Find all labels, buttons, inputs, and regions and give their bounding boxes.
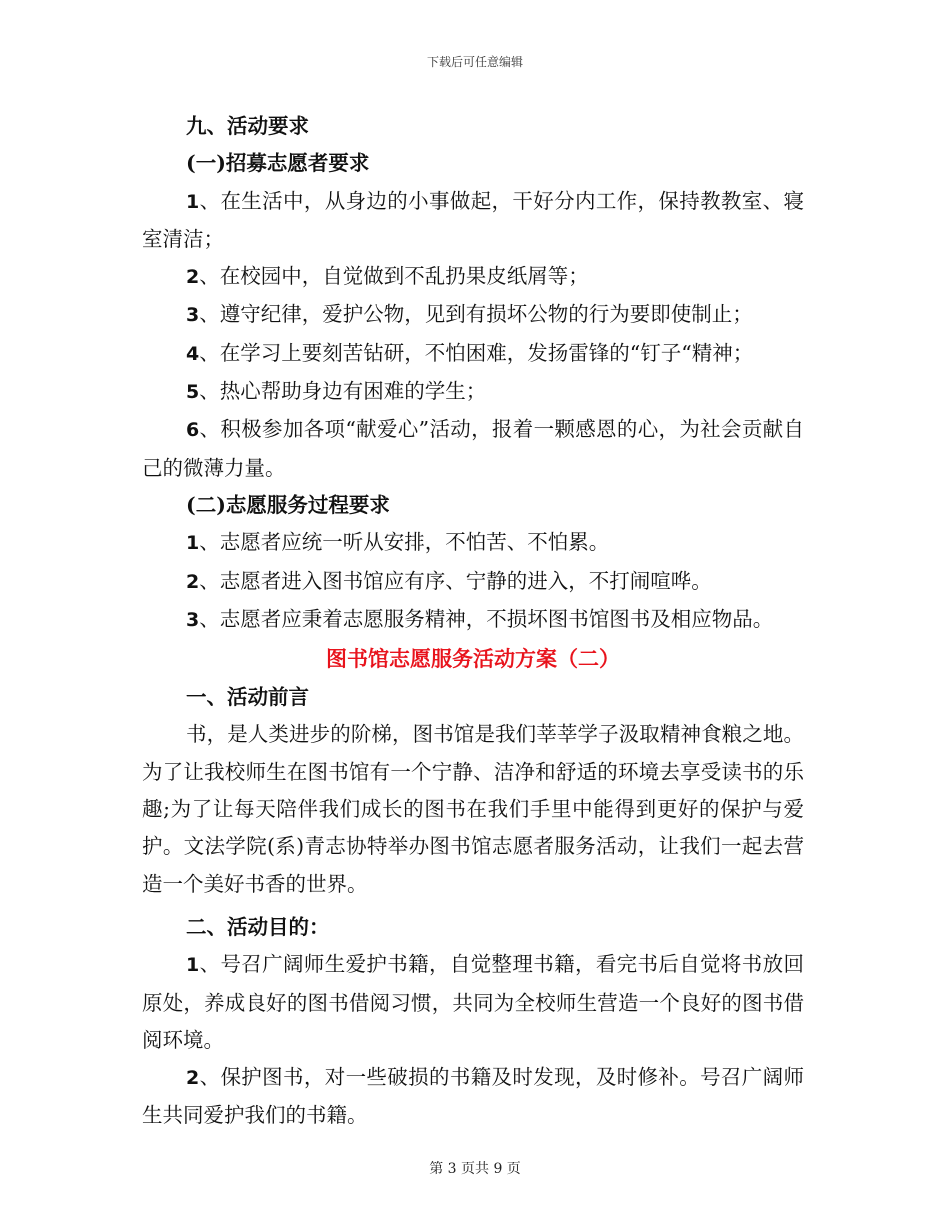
page-number-footer: 第 3 页共 9 页 bbox=[429, 1161, 521, 1177]
page-header-note: 下载后可任意编辑 bbox=[426, 55, 523, 69]
section-heading-activity-requirements: 九、活动要求 bbox=[186, 114, 309, 138]
preface-paragraph: 书，是人类进步的阶梯，图书馆是我们莘莘学子汲取精神食粮之地。为了让我校师生在图书馆有一个宁静、洁净和舒适的环境去享受读书的乐趣;为了让每天陪伴我们成长的图书在我们手里中能得到更好的保护与爱护。文法学院(系)青志协特举办图书馆志愿者服务活动，让我们一起去营造一个美好书香的世界。 bbox=[142, 722, 804, 896]
list-item: 1、号召广阔师生爱护书籍，自觉整理书籍，看完书后自觉将书放回原处，养成良好的图书借阅习惯，共同为全校师生营造一个良好的图书借阅环境。 bbox=[142, 952, 804, 1052]
subsection-heading-service-process: (二)志愿服务过程要求 bbox=[186, 492, 390, 517]
list-item: 2、保护图书，对一些破损的书籍及时发现，及时修补。号召广阔师生共同爱护我们的书籍。 bbox=[142, 1065, 804, 1128]
list-item: 3、遵守纪律，爱护公物，见到有损坏公物的行为要即使制止； bbox=[186, 302, 753, 327]
list-item: 2、志愿者进入图书馆应有序、宁静的进入，不打闹喧哗。 bbox=[186, 568, 712, 593]
list-item: 2、在校园中，自觉做到不乱扔果皮纸屑等； bbox=[186, 264, 589, 289]
list-item: 4、在学习上要刻苦钻研，不怕困难，发扬雷锋的“钉子“精神； bbox=[186, 340, 754, 365]
list-item: 3、志愿者应秉着志愿服务精神，不损坏图书馆图书及相应物品。 bbox=[186, 606, 774, 631]
section-heading-preface: 一、活动前言 bbox=[186, 685, 309, 710]
plan-title: 图书馆志愿服务活动方案（二） bbox=[326, 646, 620, 672]
list-item: 5、热心帮助身边有困难的学生； bbox=[186, 379, 487, 404]
list-item: 1、在生活中，从身边的小事做起，干好分内工作，保持教教室、寝室清洁； bbox=[142, 188, 804, 251]
document-body bbox=[142, 108, 804, 1135]
section-heading-purpose: 二、活动目的： bbox=[186, 914, 330, 939]
subsection-heading-volunteer-recruitment: (一)招募志愿者要求 bbox=[186, 151, 370, 176]
list-item: 6、积极参加各项“献爱心”活动，报着一颗感恩的心，为社会贡献自己的微薄力量。 bbox=[142, 417, 804, 480]
list-item: 1、志愿者应统一听从安排，不怕苦、不怕累。 bbox=[186, 530, 610, 555]
